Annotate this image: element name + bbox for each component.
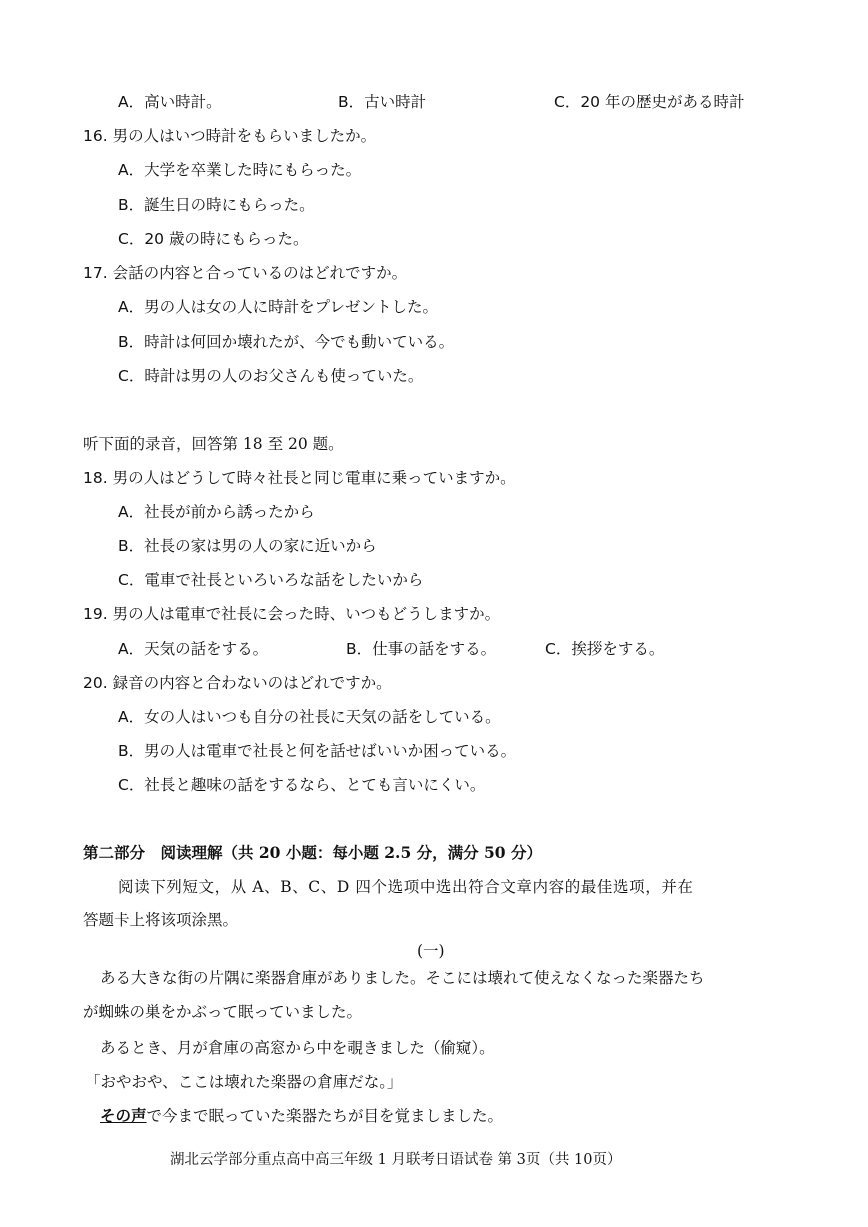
q16-option-a: A．大学を卒業した時にもらった。 — [118, 161, 362, 179]
q15-option-c: C．20 年の歴史がある時計 — [554, 93, 745, 111]
q17-option-c: C．時計は男の人のお父さんも使っていた。 — [118, 367, 424, 385]
part2-instruction-line2: 答题卡上将该项涂黑。 — [83, 911, 239, 929]
passage-line-3: あるとき、月が倉庫の高窓から中を覗きました（偷窥）。 — [100, 1039, 495, 1057]
q17-option-a: A．男の人は女の人に時計をプレゼントした。 — [118, 298, 438, 316]
passage-line-4: 「おやおや、ここは壊れた楽器の倉庫だな。」 — [85, 1073, 403, 1091]
q16-option-b: B．誕生日の時にもらった。 — [118, 196, 315, 214]
instruction-18-20: 听下面的录音，回答第 18 至 20 题。 — [83, 435, 344, 453]
q17-stem: 17. 会話の内容と合っているのはどれですか。 — [83, 264, 408, 282]
passage-line-5-rest: で今まで眠っていた楽器たちが目を覚ましました。 — [146, 1107, 504, 1125]
q20-option-a: A．女の人はいつも自分の社長に天気の話をしている。 — [118, 708, 501, 726]
q18-stem: 18. 男の人はどうして時々社長と同じ電車に乗っていますか。 — [83, 469, 516, 487]
q18-option-a: A．社長が前から誘ったから — [118, 503, 315, 521]
passage-line-5 — [100, 1104, 503, 1126]
q20-option-c: C．社長と趣味の話をするなら、とても言いにくい。 — [118, 776, 486, 794]
section-number: (一) — [417, 942, 445, 960]
q20-option-b: B．男の人は電車で社長と何を話せばいいか困っている。 — [118, 742, 517, 760]
q16-option-c: C．20 歳の時にもらった。 — [118, 230, 309, 248]
passage-line-1: ある大きな街の片隅に楽器倉庫がありました。そこには壊れて使えなくなった楽器たち — [100, 969, 705, 987]
part2-heading: 第二部分 阅读理解（共 20 小题：每小题 2.5 分，满分 50 分） — [83, 843, 542, 862]
q19-option-c: C．挨拶をする。 — [545, 640, 665, 658]
q18-option-b: B．社長の家は男の人の家に近いから — [118, 537, 377, 555]
page-footer: 湖北云学部分重点高中高三年级 1 月联考日语试卷 第 3页（共 10页） — [170, 1152, 622, 1168]
q19-option-b: B．仕事の話をする。 — [346, 640, 497, 658]
passage-line-2: が蜘蛛の巣をかぶって眠っていました。 — [83, 1003, 363, 1021]
q17-option-b: B．時計は何回か壊れたが、今でも動いている。 — [118, 333, 455, 351]
q15-option-b: B．古い時計 — [338, 93, 427, 111]
underlined-phrase: その声 — [100, 1107, 147, 1125]
q18-option-c: C．電車で社長といろいろな話をしたいから — [118, 571, 424, 589]
q19-stem: 19. 男の人は電車で社長に会った時、いつもどうしますか。 — [83, 605, 501, 623]
q20-stem: 20. 録音の内容と合わないのはどれですか。 — [83, 674, 392, 692]
q15-option-a: A．高い時計。 — [118, 93, 222, 111]
part2-instruction-line1: 阅读下列短文，从 A、B、C、D 四个选项中选出符合文章内容的最佳选项，并在 — [118, 878, 694, 896]
q16-stem: 16. 男の人はいつ時計をもらいましたか。 — [83, 127, 377, 145]
q19-option-a: A．天気の話をする。 — [118, 640, 269, 658]
